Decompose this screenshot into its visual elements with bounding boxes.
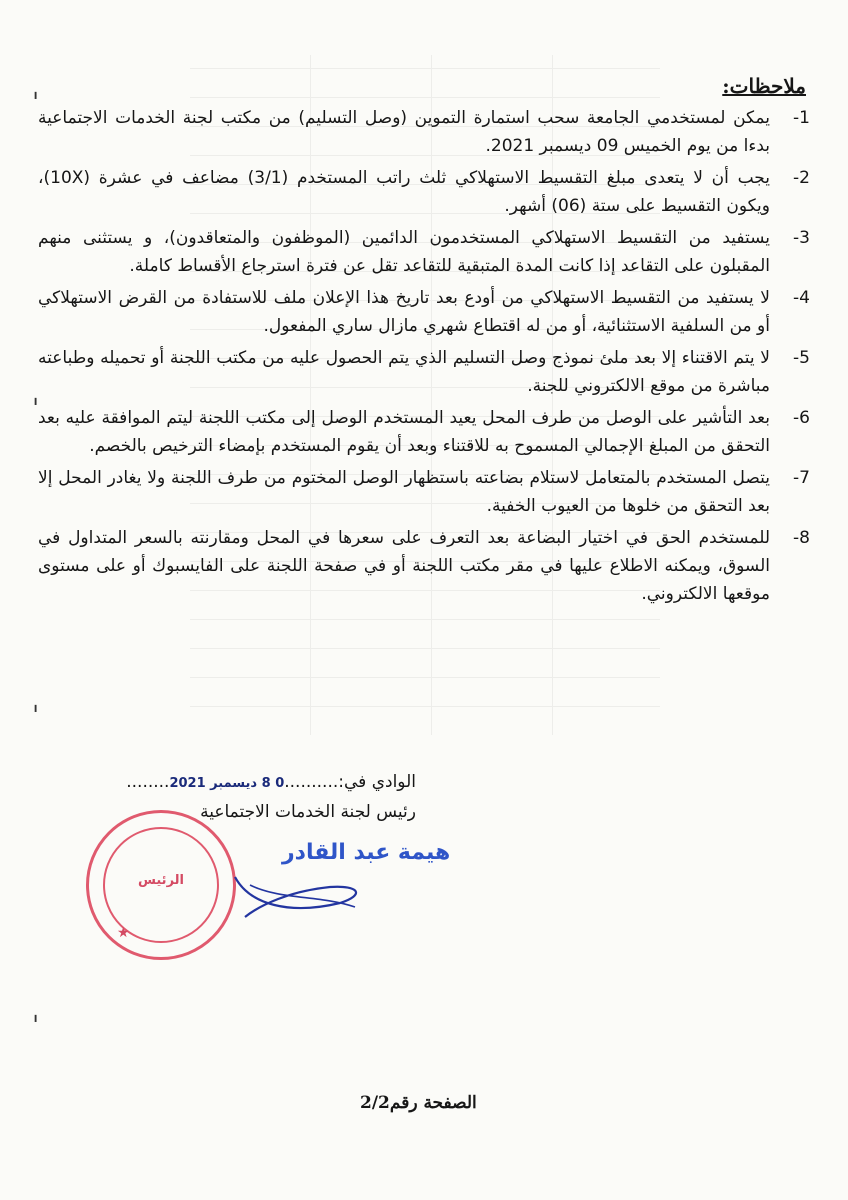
margin-mark-icon: ╹: [32, 92, 40, 106]
star-icon: ★: [117, 925, 130, 941]
note-item: [38, 104, 810, 160]
note-number: 2-: [793, 168, 810, 188]
place-label: الوادي في:: [338, 772, 416, 792]
note-text: بعد التأشير على الوصل من طرف المحل يعيد المستخدم الوصل إلى مكتب اللجنة ليتم الموافقة عليه بعد التحقق من المبلغ الإجمالي المسموح به للاقتناء وبعد أن يقوم المستخدم بإمضاء الترخيص بالخصم.: [38, 408, 770, 456]
signature-block: [36, 768, 416, 826]
signatory-name: هيمة عبد القادر: [282, 840, 451, 865]
margin-mark-icon: ╹: [32, 398, 40, 412]
note-item: [38, 344, 810, 400]
note-number: 8-: [793, 528, 810, 548]
date-line: [36, 768, 416, 798]
note-text: يتصل المستخدم بالمتعامل لاستلام بضاعته باستظهار الوصل المختوم من طرف اللجنة ولا يغادر المحل إلا بعد التحقق من خلوها من العيوب الخفية.: [38, 468, 770, 516]
margin-mark-icon: ╹: [32, 1015, 40, 1029]
note-item: [38, 224, 810, 280]
notes-list: [38, 104, 810, 612]
note-number: 5-: [793, 348, 810, 368]
note-item: [38, 524, 810, 608]
signatory-title: رئيس لجنة الخدمات الاجتماعية: [200, 802, 416, 822]
note-text: يمكن لمستخدمي الجامعة سحب استمارة التموين (وصل التسليم) من مكتب لجنة الخدمات الاجتماعية بدءا من يوم الخميس 09 ديسمبر 2021.: [38, 108, 770, 156]
note-number: 4-: [793, 288, 810, 308]
note-number: 6-: [793, 408, 810, 428]
note-text: يجب أن لا يتعدى مبلغ التقسيط الاستهلاكي ثلث راتب المستخدم (3/1) مضاعف في عشرة (10X)، ويكون التقسيط على ستة (06) أشهر.: [38, 168, 770, 216]
note-text: للمستخدم الحق في اختيار البضاعة بعد التعرف على سعرها في المحل ومقارنته بالسعر المتداول في السوق، ويمكنه الاطلاع عليها في مقر مكتب اللجنة أو في صفحة اللجنة على الفايسبوك أو على مستوى موقعها الالكتروني.: [38, 528, 770, 604]
note-number: 3-: [793, 228, 810, 248]
note-item: [38, 284, 810, 340]
official-stamp: [86, 810, 236, 960]
date-value: 0 8 ديسمبر 2021: [169, 776, 285, 791]
note-text: لا يتم الاقتناء إلا بعد ملئ نموذج وصل التسليم الذي يتم الحصول عليه من مكتب اللجنة أو تحميله وطباعته مباشرة من موقع الالكتروني للجنة.: [38, 348, 770, 396]
note-item: [38, 404, 810, 460]
note-item: [38, 464, 810, 520]
notes-heading: ملاحظات:: [722, 74, 806, 98]
note-number: 7-: [793, 468, 810, 488]
note-item: [38, 164, 810, 220]
page-number: الصفحة رقم2/2: [360, 1093, 477, 1113]
note-number: 1-: [793, 108, 810, 128]
margin-mark-icon: ╹: [32, 705, 40, 719]
date-dots: ........: [126, 772, 170, 792]
note-text: لا يستفيد من التقسيط الاستهلاكي من أودع بعد تاريخ هذا الإعلان ملف للاستفادة من القرض الاستهلاكي أو من السلفية الاستثنائية، أو من له اقتطاع شهري مازال ساري المفعول.: [38, 288, 770, 336]
signature-scribble-icon: [220, 855, 370, 930]
date-dots: ..........: [284, 772, 339, 792]
note-text: يستفيد من التقسيط الاستهلاكي المستخدمون الدائمين (الموظفون والمتعاقدون)، و يستثنى منهم المقبلون على التقاعد إذا كانت المدة المتبقية للتقاعد تقل عن فترة استرجاع الأقساط كاملة.: [38, 228, 770, 276]
stamp-center-text: الرئيس: [138, 873, 184, 888]
